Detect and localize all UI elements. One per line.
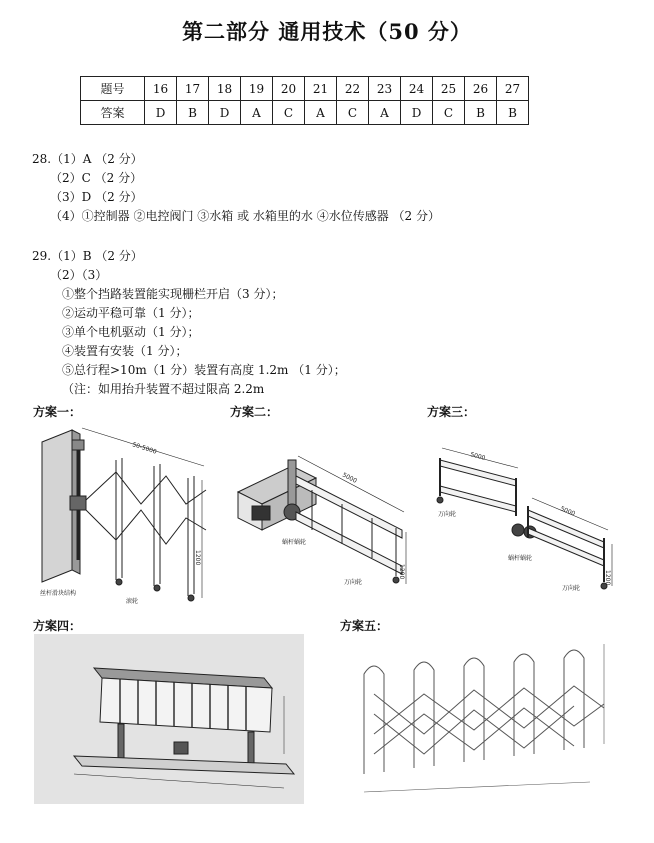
- page-title: 第二部分 通用技术（50 分）: [182, 19, 472, 44]
- scheme-2-label-wheel: 万向轮: [344, 579, 363, 586]
- table-cell: B: [177, 101, 209, 125]
- q29-line-1: 29.（1）B （2 分）: [32, 249, 143, 263]
- table-cell: 17: [177, 77, 209, 101]
- scheme-3-dim-top-1: 5000: [469, 451, 487, 462]
- table-cell: 19: [241, 77, 273, 101]
- table-cell: 20: [273, 77, 305, 101]
- scheme-3-label-worm: 蜗杆蜗轮: [508, 555, 533, 562]
- table-cell: C: [433, 101, 465, 125]
- scheme-1-caption: 方案一：: [33, 405, 82, 419]
- table-cell: D: [209, 101, 241, 125]
- q29-line-3: ①整个挡路装置能实现栅栏开启（3 分）；: [62, 287, 284, 301]
- table-cell: 24: [401, 77, 433, 101]
- scheme-3-label-wheel-2: 万向轮: [562, 585, 581, 592]
- table-cell: 22: [337, 77, 369, 101]
- scheme-2-caption: 方案二：: [230, 405, 279, 419]
- scheme-3-dim-top-2: 5000: [559, 505, 577, 518]
- table-header-number: 题号: [81, 77, 145, 101]
- table-cell: D: [145, 101, 177, 125]
- scheme-2-drawing: [232, 420, 412, 610]
- q28-line-3: （3）D （2 分）: [50, 190, 143, 204]
- table-cell: C: [337, 101, 369, 125]
- q29-line-2: （2）（3）: [50, 268, 108, 282]
- q29-line-6: ④装置有安装（1 分）；: [62, 344, 188, 358]
- scheme-3-dim-side: 1200: [604, 570, 611, 586]
- table-cell: B: [465, 101, 497, 125]
- scheme-5-caption: 方案五：: [340, 619, 389, 633]
- table-cell: 16: [145, 77, 177, 101]
- q28-line-2: （2）C （2 分）: [50, 171, 143, 185]
- table-cell: C: [273, 101, 305, 125]
- table-cell: 25: [433, 77, 465, 101]
- table-cell: 27: [497, 77, 529, 101]
- answer-table-row-answers: [81, 101, 529, 125]
- scheme-1-drawing: [36, 420, 211, 610]
- q29-line-4: ②运动平稳可靠（1 分）；: [62, 306, 200, 320]
- table-cell: A: [305, 101, 337, 125]
- table-header-answer: 答案: [81, 101, 145, 125]
- table-cell: 26: [465, 77, 497, 101]
- scheme-3-caption: 方案三：: [427, 405, 476, 419]
- q28-line-4: （4）①控制器 ②电控阀门 ③水箱 或 水箱里的水 ④水位传感器 （2 分）: [50, 209, 440, 223]
- answer-table: [80, 76, 529, 125]
- scheme-3-drawing: [432, 420, 622, 610]
- scheme-1-dim-top: 50-5000: [131, 441, 158, 456]
- table-cell: A: [241, 101, 273, 125]
- scheme-1-dim-side: 1200: [194, 550, 201, 566]
- scheme-2-dim-side: 1200: [398, 564, 405, 580]
- scheme-1-label-screw: 丝杆滑块结构: [40, 590, 77, 597]
- q29-line-5: ③单个电机驱动（1 分）；: [62, 325, 200, 339]
- scheme-2-dim-top: 5000: [341, 471, 358, 485]
- table-cell: 18: [209, 77, 241, 101]
- scheme-5-drawing: [340, 634, 630, 804]
- table-cell: 21: [305, 77, 337, 101]
- q29-line-8: （注：如用抬升装置不超过限高 2.2m: [62, 382, 265, 396]
- scheme-4-drawing: [34, 634, 304, 804]
- scheme-2-label-worm: 蜗杆蜗轮: [282, 539, 307, 546]
- scheme-3-label-wheel-1: 万向轮: [438, 511, 457, 518]
- scheme-4-caption: 方案四：: [33, 619, 82, 633]
- table-cell: D: [401, 101, 433, 125]
- scheme-1-label-wheel: 滚轮: [126, 598, 139, 605]
- q29-line-7: ⑤总行程>10m（1 分）装置有高度 1.2m （1 分）；: [62, 363, 346, 377]
- table-cell: A: [369, 101, 401, 125]
- q28-line-1: 28.（1）A （2 分）: [32, 152, 143, 166]
- answer-table-row-numbers: [81, 77, 529, 101]
- table-cell: 23: [369, 77, 401, 101]
- table-cell: B: [497, 101, 529, 125]
